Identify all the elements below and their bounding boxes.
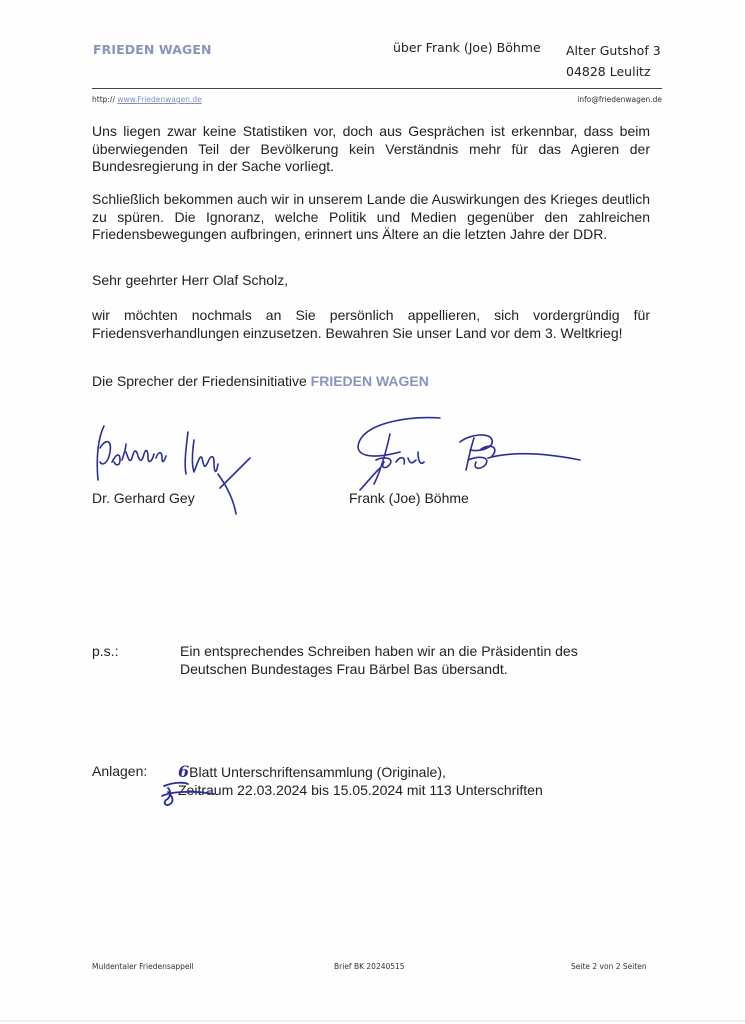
attachments-label: Anlagen: bbox=[92, 763, 148, 779]
handwritten-count: 6 bbox=[178, 762, 190, 781]
attachments-text bbox=[178, 763, 543, 799]
scan-edge bbox=[0, 1020, 745, 1022]
handwritten-correction-mark bbox=[160, 778, 220, 810]
postscript-label: p.s.: bbox=[92, 643, 119, 659]
signatory-name-boehme: Frank (Joe) Böhme bbox=[349, 490, 469, 506]
postscript-text bbox=[180, 643, 578, 678]
header-divider bbox=[92, 88, 662, 89]
salutation-text: Sehr geehrter Herr Olaf Scholz, bbox=[92, 272, 289, 288]
postscript-line: Deutschen Bundestages Frau Bärbel Bas übersandt. bbox=[180, 660, 508, 677]
address-street: Alter Gutshof 3 bbox=[566, 43, 661, 58]
attachments-line1: Blatt Unterschriftensammlung (Originale), bbox=[189, 764, 446, 780]
closing-brand: FRIEDEN WAGEN bbox=[310, 373, 429, 389]
letterhead-via: über Frank (Joe) Böhme bbox=[393, 40, 541, 55]
closing-line bbox=[92, 373, 650, 391]
paragraph-statistics bbox=[92, 123, 650, 176]
salutation bbox=[92, 272, 650, 290]
attachments-line bbox=[178, 763, 543, 782]
footer-page-number: Seite 2 von 2 Seiten bbox=[571, 962, 647, 971]
attachments-line2: Zeitraum 22.03.2024 bis 15.05.2024 mit 113 Unterschriften bbox=[178, 781, 543, 798]
signatory-name-gey: Dr. Gerhard Gey bbox=[92, 490, 195, 506]
paragraph-text: Schließlich bekommen auch wir in unserem Lande die Auswirkungen des Krieges deutlich zu spüren. Die Ignoranz, welche Politik und Medien gegenüber den zahlreichen Friedensbewegungen aufbringen, erinnert uns Ältere an die letzten Jahre der DDR. bbox=[92, 191, 650, 242]
letterhead-email: info@friedenwagen.de bbox=[577, 95, 662, 104]
paragraph-text: Uns liegen zwar keine Statistiken vor, doch aus Gesprächen ist erkennbar, dass beim überwiegenden Teil der Bevölkerung kein Verständnis mehr für das Agieren der Bundesregierung in der Sache vorliegt. bbox=[92, 123, 650, 174]
paragraph-appeal bbox=[92, 307, 650, 342]
website-link[interactable]: www.Friedenwagen.de bbox=[117, 95, 202, 104]
signature-boehme bbox=[340, 412, 600, 492]
paragraph-war-effects bbox=[92, 191, 650, 244]
postscript-line: Ein entsprechendes Schreiben haben wir an die Präsidentin des bbox=[180, 643, 578, 659]
footer-center: Brief BK 20240515 bbox=[334, 962, 405, 971]
letterhead-website bbox=[92, 95, 202, 104]
address-city: 04828 Leulitz bbox=[566, 64, 651, 79]
paragraph-text: wir möchten nochmals an Sie persönlich appellieren, sich vordergründig für Friedensverhandlungen einzusetzen. Bewahren Sie unser Land vor dem 3. Weltkrieg! bbox=[92, 307, 650, 341]
letterhead-brand: FRIEDEN WAGEN bbox=[93, 42, 212, 57]
letterhead-address bbox=[566, 40, 661, 82]
footer-left: Muldentaler Friedensappell bbox=[92, 962, 194, 971]
closing-prefix: Die Sprecher der Friedensinitiative bbox=[92, 373, 311, 389]
web-prefix: http:// bbox=[92, 95, 115, 104]
